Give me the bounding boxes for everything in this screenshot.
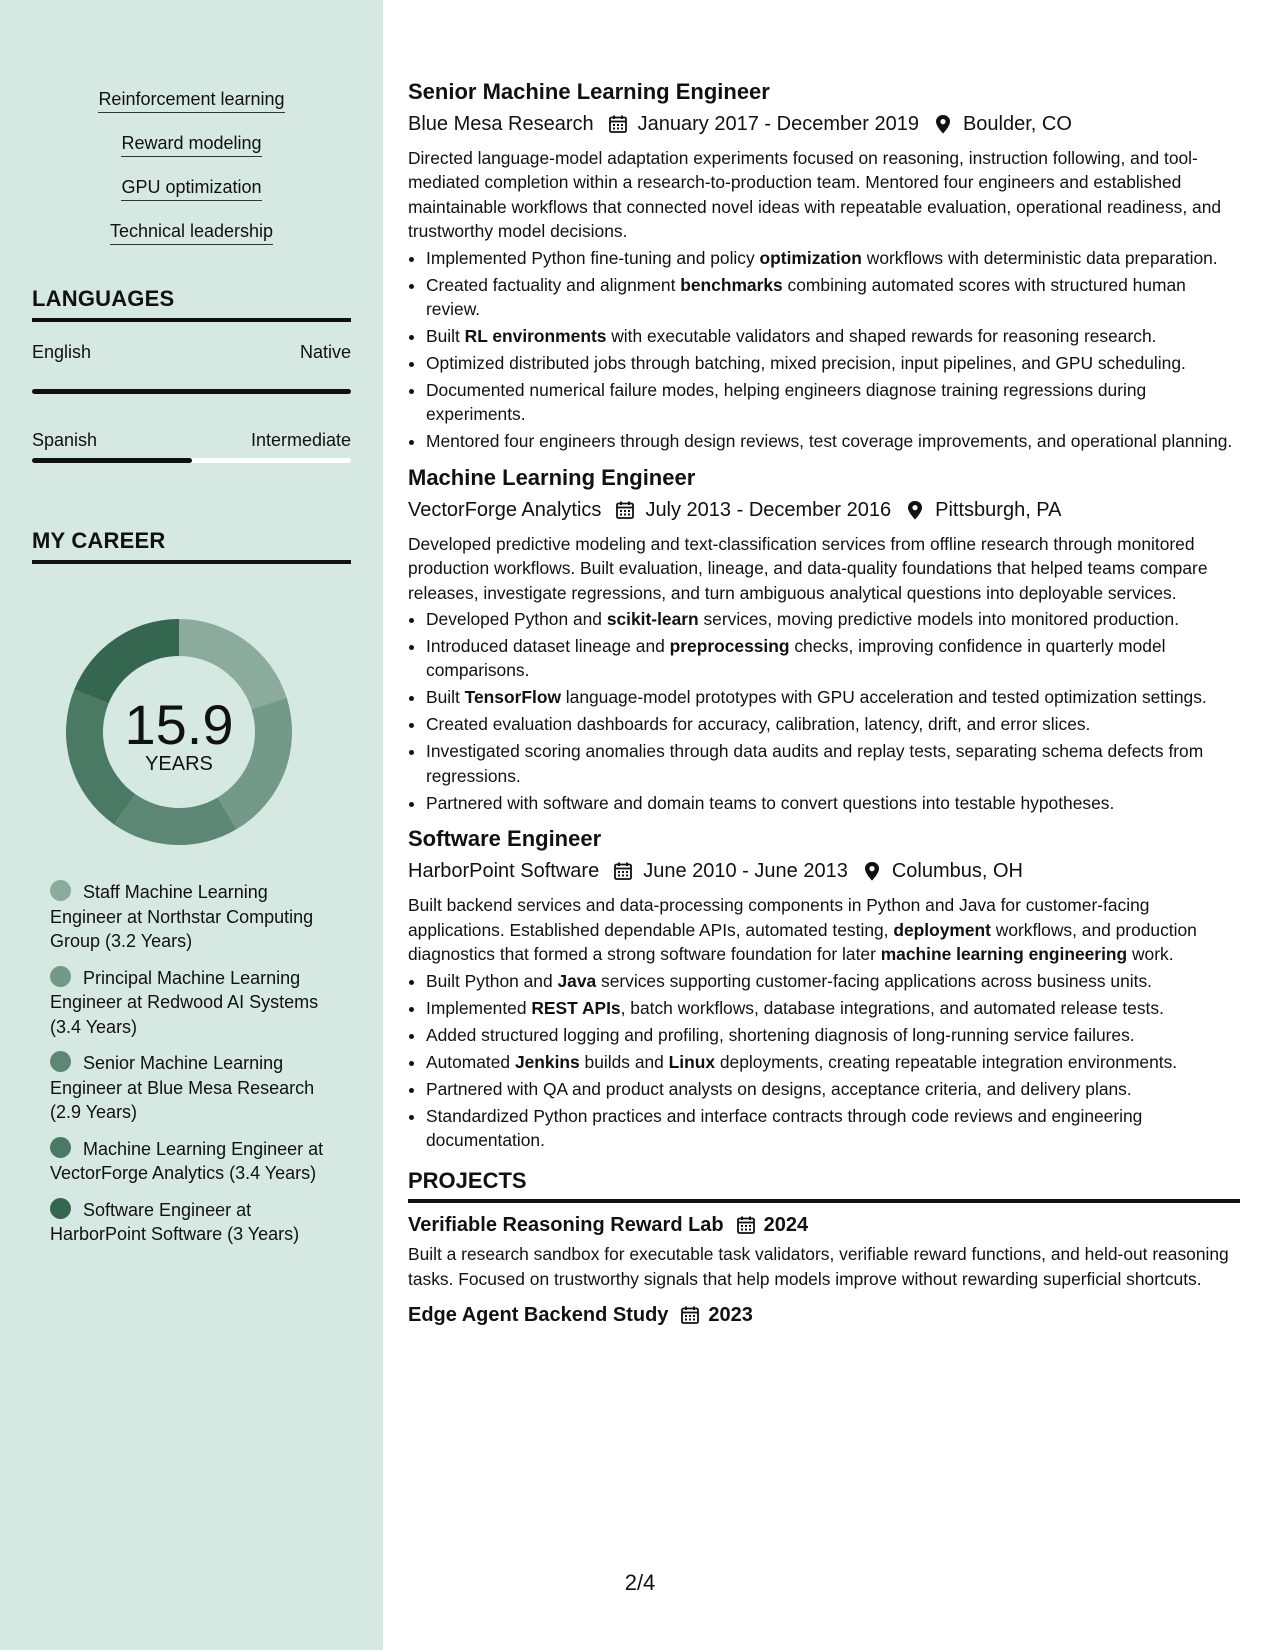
job-location: Pittsburgh, PA <box>935 498 1062 521</box>
career-legend-item <box>50 1051 330 1125</box>
language-level: Native <box>299 342 351 362</box>
job-company: VectorForge Analytics <box>408 498 602 521</box>
language-name: English <box>32 342 92 362</box>
job-bullet: • Implemented REST APIs, batch workflows, database integrations, and automated release tests. <box>426 996 1240 1020</box>
career-legend-text: Machine Learning Engineer at VectorForge Analytics (3.4 Years) <box>50 1138 324 1183</box>
map-pin-icon <box>933 114 953 134</box>
calendar-icon <box>615 500 635 520</box>
job-bullet: • Investigated scoring anomalies through data audits and replay tests, separating schema defects from regressions. <box>426 739 1240 788</box>
main-content <box>408 78 1240 1329</box>
map-pin-icon <box>905 500 925 520</box>
skill-item: GPU optimization <box>121 176 261 201</box>
project-name: Edge Agent Backend Study <box>408 1304 669 1327</box>
job-bullet: • Built RL environments with executable validators and shaped rewards for reasoning research. <box>426 324 1240 348</box>
calendar-icon <box>680 1305 700 1325</box>
language-proficiency-fill <box>32 389 351 394</box>
career-donut-slice <box>114 794 236 845</box>
legend-dot-icon <box>50 966 71 987</box>
career-heading: MY CAREER <box>32 528 351 564</box>
career-years-label: YEARS <box>145 753 213 775</box>
project-year: 2023 <box>708 1304 753 1327</box>
map-pin-icon <box>862 861 882 881</box>
project-title <box>408 1301 1240 1329</box>
job-title: Machine Learning Engineer <box>408 464 696 490</box>
job-bullet: • Added structured logging and profiling, shortening diagnosis of long-running service failures. <box>426 1023 1240 1047</box>
language-level: Intermediate <box>250 430 351 450</box>
job-company: HarborPoint Software <box>408 860 600 883</box>
job-dates: January 2017 - December 2019 <box>637 113 919 135</box>
job-bullet: • Documented numerical failure modes, helping engineers diagnose training regressions during experiments. <box>426 378 1240 427</box>
job-bullet: • Partnered with software and domain teams to convert questions into testable hypotheses. <box>426 791 1240 815</box>
skill-item: Technical leadership <box>110 220 273 245</box>
job-entry <box>408 78 1240 454</box>
job-title: Senior Machine Learning Engineer <box>408 79 770 104</box>
legend-dot-icon <box>50 1137 71 1158</box>
calendar-icon <box>736 1215 756 1235</box>
career-legend-item <box>50 880 330 954</box>
job-bullet-list <box>408 607 1240 815</box>
language-row <box>32 429 351 451</box>
job-bullet: • Automated Jenkins builds and Linux deployments, creating repeatable integration environments. <box>426 1050 1240 1074</box>
job-title: Software Engineer <box>408 826 602 852</box>
project-name: Verifiable Reasoning Reward Lab <box>408 1214 724 1237</box>
job-bullet: • Partnered with QA and product analysts on designs, acceptance criteria, and delivery plans. <box>426 1077 1240 1101</box>
job-location: Boulder, CO <box>962 113 1072 135</box>
job-bullet: • Optimized distributed jobs through batching, mixed precision, input pipelines, and GPU scheduling. <box>426 351 1240 375</box>
projects-heading: PROJECTS <box>408 1168 1240 1203</box>
language-row <box>32 341 351 363</box>
job-meta <box>408 110 1240 138</box>
languages-heading: LANGUAGES <box>32 286 351 322</box>
skill-list <box>0 88 383 264</box>
job-bullet: • Built Python and Java services supporting customer-facing applications across business units. <box>426 969 1240 993</box>
experience-list <box>408 78 1240 1152</box>
language-proficiency-bar <box>32 389 351 394</box>
job-company: Blue Mesa Research <box>408 113 594 135</box>
job-entry <box>408 825 1240 1152</box>
job-bullet: • Built TensorFlow language-model prototypes with GPU acceleration and tested optimization settings. <box>426 685 1240 709</box>
career-donut-chart <box>66 619 292 845</box>
career-donut-slice <box>74 619 179 703</box>
career-legend-item <box>50 1137 330 1186</box>
job-location: Columbus, OH <box>891 860 1023 883</box>
language-proficiency-bar <box>32 458 351 463</box>
sidebar <box>0 0 383 1650</box>
job-bullet-list <box>408 246 1240 454</box>
job-bullet: • Developed Python and scikit-learn services, moving predictive models into monitored production. <box>426 607 1240 631</box>
job-bullet: • Implemented Python fine-tuning and policy optimization workflows with deterministic data preparation. <box>426 246 1240 270</box>
career-legend-text: Principal Machine Learning Engineer at Redwood AI Systems (3.4 Years) <box>50 967 319 1037</box>
job-dates: June 2010 - June 2013 <box>643 860 848 883</box>
career-legend-item <box>50 966 330 1040</box>
job-bullet: • Created evaluation dashboards for accuracy, calibration, latency, drift, and error slices. <box>426 712 1240 736</box>
job-bullet: • Mentored four engineers through design reviews, test coverage improvements, and operational planning. <box>426 429 1240 453</box>
job-description: Built backend services and data-processing components in Python and Java for customer-facing applications. Established dependable APIs, automated testing, deployment workflows, and production diagnostics that formed a strong software foundation for later machine learning engineering work. <box>408 895 1197 965</box>
project-year: 2024 <box>763 1214 809 1237</box>
legend-dot-icon <box>50 880 71 901</box>
job-entry <box>408 464 1240 815</box>
job-bullet: • Created factuality and alignment benchmarks combining automated scores with structured human review. <box>426 273 1240 322</box>
career-legend-text: Senior Machine Learning Engineer at Blue Mesa Research (2.9 Years) <box>50 1053 315 1122</box>
project-description: Built a research sandbox for executable task validators, verifiable reward functions, and held-out reasoning tasks. Focused on trustworthy signals that help models improve without rewarding superficial shortcuts. <box>408 1244 1229 1289</box>
job-description: Developed predictive modeling and text-classification services from offline research through monitored production workflows. Built evaluation, lineage, and data-quality foundations that helped teams compare releases, investigate regressions, and turn ambiguous analytical questions into deployable services. <box>408 533 1208 603</box>
job-meta <box>408 857 1240 885</box>
legend-dot-icon <box>50 1198 71 1219</box>
job-bullet: • Standardized Python practices and interface contracts through code reviews and engineering documentation. <box>426 1104 1240 1153</box>
career-legend <box>50 880 330 1259</box>
job-bullet-list <box>408 969 1240 1153</box>
legend-dot-icon <box>50 1051 71 1072</box>
job-bullet: • Introduced dataset lineage and preprocessing checks, improving confidence in quarterly model comparisons. <box>426 634 1240 683</box>
project-list <box>408 1211 1240 1329</box>
career-legend-text: Staff Machine Learning Engineer at Northstar Computing Group (3.2 Years) <box>50 882 314 951</box>
page-number: 2/4 <box>624 1570 656 1595</box>
language-name: Spanish <box>32 430 98 450</box>
skill-item: Reward modeling <box>121 132 261 157</box>
career-total-years: 15.9 <box>124 693 234 756</box>
calendar-icon <box>608 114 628 134</box>
career-legend-item <box>50 1198 330 1247</box>
job-description: Directed language-model adaptation experiments focused on reasoning, instruction following, and tool-mediated completion within a research-to-production team. Mentored four engineers and established maintainable workflows that connected novel ideas with repeatable evaluation, operational readiness, and trustworthy model decisions. <box>408 148 1222 242</box>
calendar-icon <box>613 861 633 881</box>
language-proficiency-fill <box>32 458 192 463</box>
career-legend-text: Software Engineer at HarborPoint Software (3 Years) <box>50 1199 300 1244</box>
job-dates: July 2013 - December 2016 <box>645 498 892 521</box>
project-title <box>408 1211 1240 1239</box>
job-meta <box>408 496 1240 524</box>
skill-item: Reinforcement learning <box>98 88 284 113</box>
